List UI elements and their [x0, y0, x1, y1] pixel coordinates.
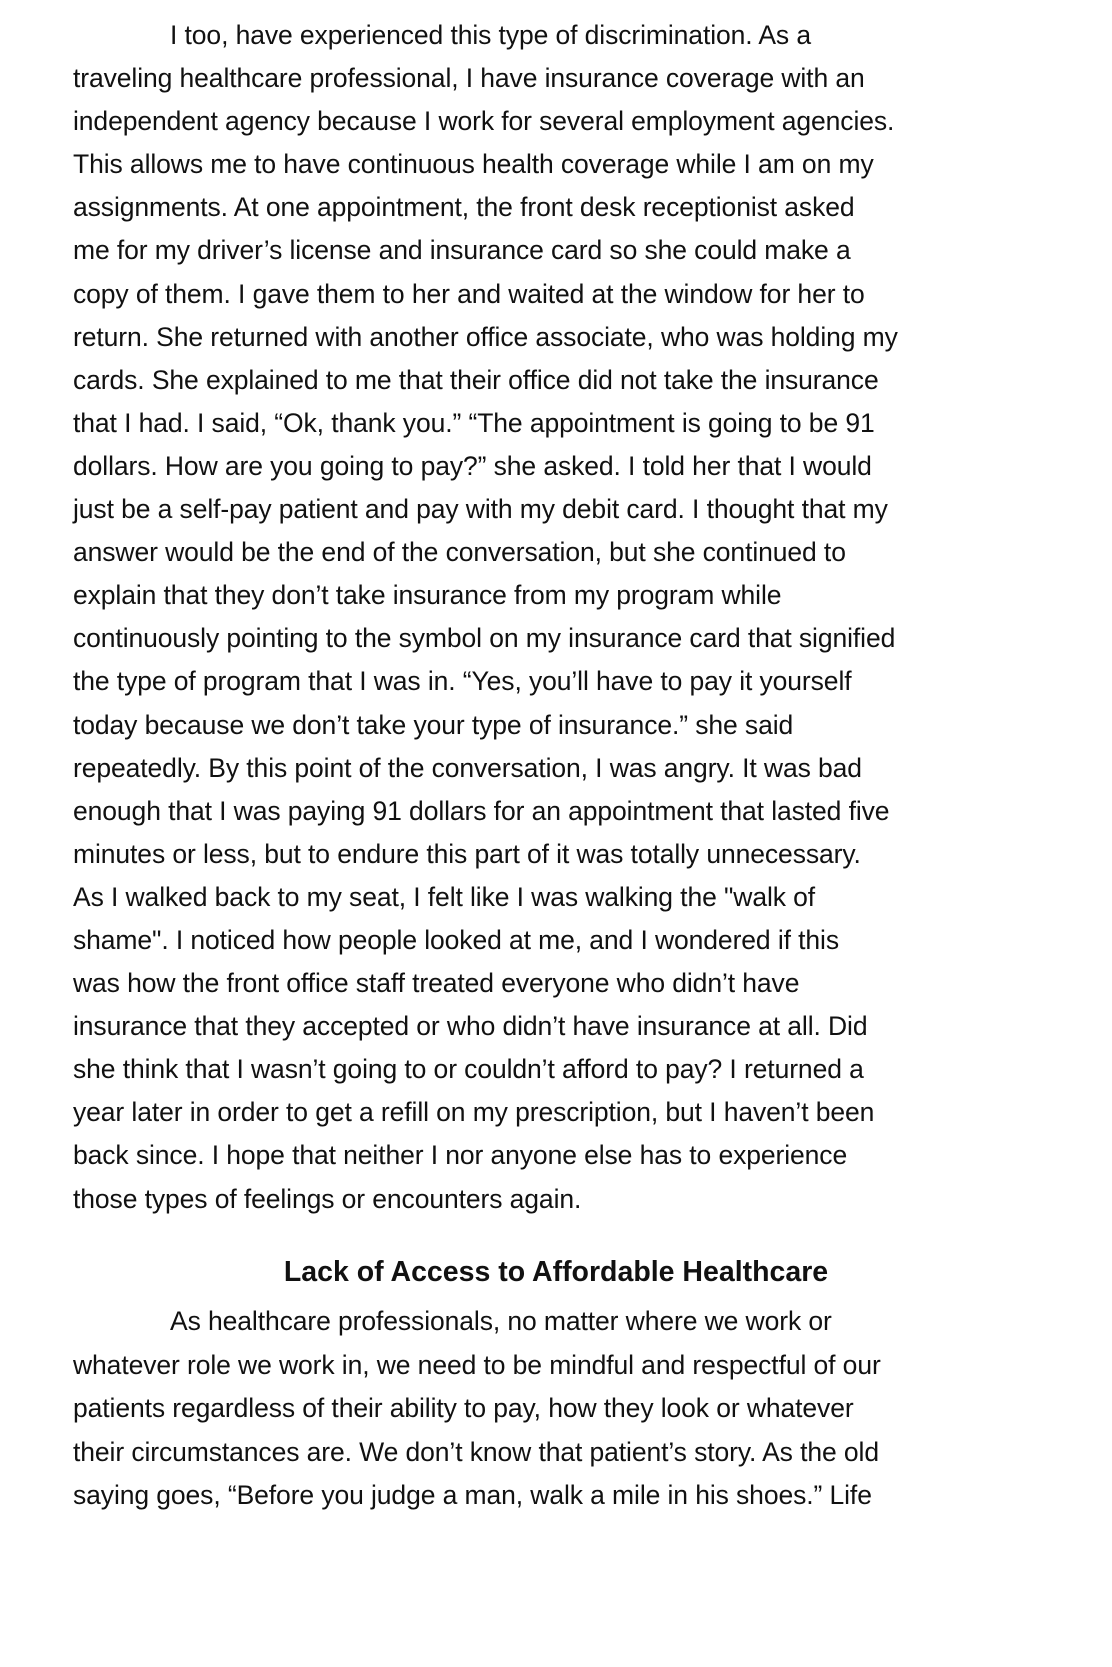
text-line: independent agency because I work for several employment agencies. [73, 106, 895, 137]
text-line: traveling healthcare professional, I have insurance coverage with an [73, 63, 865, 94]
text-line: As healthcare professionals, no matter where we work or [170, 1306, 832, 1336]
text-line: copy of them. I gave them to her and waited at the window for her to [73, 278, 865, 309]
text-line: I too, have experienced this type of discrimination. As a [170, 20, 811, 50]
text-line: patients regardless of their ability to pay, how they look or whatever [73, 1393, 854, 1423]
text-line: cards. She explained to me that their office did not take the insurance [73, 364, 879, 395]
text-line: return. She returned with another office associate, who was holding my [73, 321, 898, 352]
text-line: saying goes, “Before you judge a man, walk a mile in his shoes.” Life [73, 1480, 872, 1510]
text-line: answer would be the end of the conversation, but she continued to [73, 537, 846, 568]
paragraph-access-healthcare [73, 1300, 1073, 1518]
text-line: that I had. I said, “Ok, thank you.” “The appointment is going to be 91 [73, 407, 875, 438]
text-line: me for my driver’s license and insurance card so she could make a [73, 235, 851, 266]
text-line: the type of program that I was in. “Yes, you’ll have to pay it yourself [73, 666, 852, 697]
section-heading: Lack of Access to Affordable Healthcare [283, 1256, 829, 1288]
text-line: minutes or less, but to endure this part of it was totally unnecessary. [73, 838, 861, 869]
text-line: continuously pointing to the symbol on my insurance card that signified [73, 623, 896, 654]
text-line: she think that I wasn’t going to or couldn’t afford to pay? I returned a [73, 1054, 864, 1085]
text-line: year later in order to get a refill on my prescription, but I haven’t been [73, 1097, 875, 1128]
text-line: those types of feelings or encounters again. [73, 1183, 582, 1214]
text-line: today because we don’t take your type of insurance.” she said [73, 709, 794, 740]
text-line: dollars. How are you going to pay?” she asked. I told her that I would [73, 450, 872, 481]
text-line: assignments. At one appointment, the front desk receptionist asked [73, 192, 855, 223]
text-line: insurance that they accepted or who didn’t have insurance at all. Did [73, 1011, 868, 1042]
text-line: just be a self-pay patient and pay with my debit card. I thought that my [73, 494, 888, 525]
text-line: As I walked back to my seat, I felt like I was walking the "walk of [73, 881, 816, 912]
text-line: explain that they don’t take insurance from my program while [73, 580, 782, 611]
text-line: back since. I hope that neither I nor anyone else has to experience [73, 1140, 848, 1171]
text-line: their circumstances are. We don’t know that patient’s story. As the old [73, 1436, 879, 1467]
text-line: whatever role we work in, we need to be mindful and respectful of our [73, 1349, 881, 1380]
text-line: This allows me to have continuous health coverage while I am on my [73, 149, 874, 180]
text-line: repeatedly. By this point of the conversation, I was angry. It was bad [73, 752, 862, 783]
text-line: shame". I noticed how people looked at me, and I wondered if this [73, 924, 839, 955]
paragraph-personal-experience [73, 14, 1073, 1221]
text-line: was how the front office staff treated everyone who didn’t have [73, 968, 800, 999]
text-line: enough that I was paying 91 dollars for an appointment that lasted five [73, 795, 890, 826]
